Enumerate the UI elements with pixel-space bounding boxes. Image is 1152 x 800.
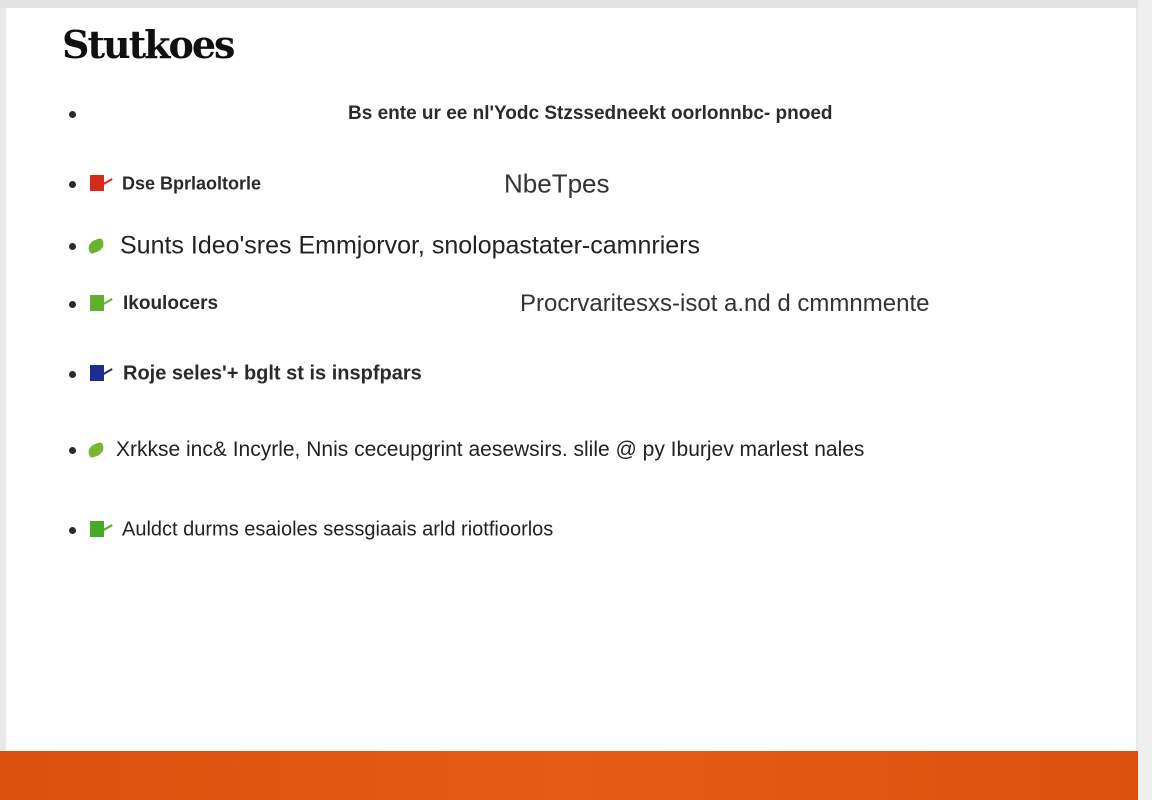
green-flag-icon [90,521,104,537]
item-label: Xrkkse inc& Incyrle, Nnis ceceupgrint aesewsirs. slile @ py Iburjev marlest nales [116,438,865,461]
bullet-dot-icon [69,111,76,118]
list-item [6,164,1136,204]
item-label: Roje seles'+ bglt st is inspfpars [123,362,422,385]
list-item [6,226,1136,266]
item-label: Ikoulocers [123,293,219,314]
top-strip [0,0,1152,8]
item-detail: NbeTpes [504,168,610,199]
item-detail: Bs ente ur ee nl'Yodc Stzssedneekt oorlonnbc- pnoed [348,103,833,124]
bullet-dot-icon [69,181,76,188]
item-label: Dse Bprlaoltorle [122,173,262,194]
list-item [6,94,1136,134]
green-leaf-icon [86,238,105,255]
slide-title: Stutkoes [62,22,234,67]
accent-bar [0,751,1138,800]
bullet-dot-icon [69,301,76,308]
item-label: Auldct durms esaioles sessgiaais arld riotfioorlos [122,518,554,541]
list-item [6,284,1136,324]
bullet-dot-icon [69,243,76,250]
list-item [6,430,1136,470]
right-gutter [1138,0,1152,800]
red-flag-icon [90,175,104,191]
bullet-dot-icon [69,447,76,454]
green-flag-icon [90,295,104,311]
item-label: Sunts Ideo'sres Emmjorvor, snolopastater-camnriers [120,231,700,260]
list-item [6,354,1136,394]
bullet-dot-icon [69,371,76,378]
bullet-dot-icon [69,527,76,534]
slide [6,8,1136,752]
blue-flag-icon [90,365,104,381]
green-leaf-icon [86,442,105,459]
item-detail: Procrvaritesxs-isot a.nd d cmmnmente [520,290,930,317]
list-item [6,510,1136,550]
